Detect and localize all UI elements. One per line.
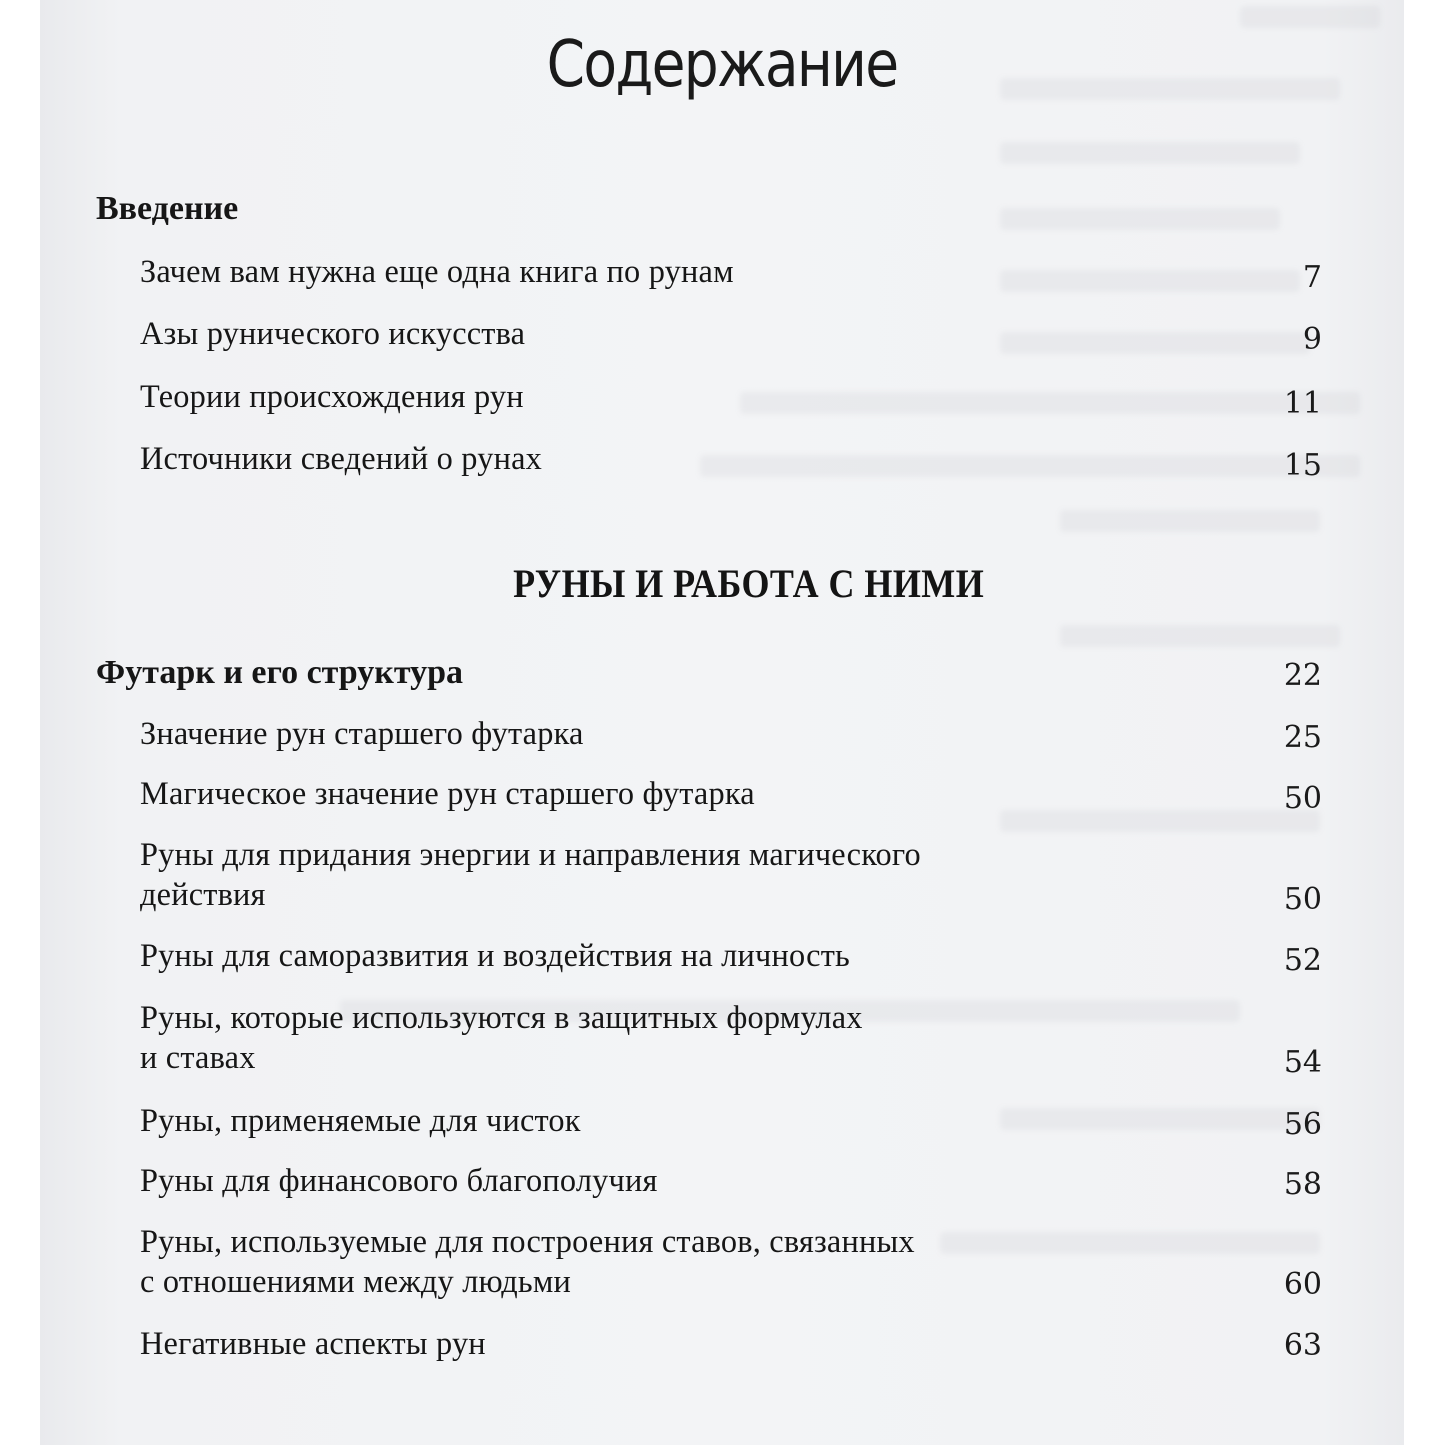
- toc-entry-continuation: [140, 1040, 258, 1077]
- toc-page-number: 54: [1283, 1045, 1322, 1080]
- toc-entry-continuation: [140, 877, 268, 914]
- toc-page-number: 60: [1283, 1267, 1322, 1302]
- part-heading: [40, 560, 1404, 607]
- toc-entry-continuation: [140, 1264, 580, 1301]
- toc-entry[interactable]: [140, 1163, 668, 1200]
- toc-entry[interactable]: [140, 1326, 493, 1363]
- toc-entry[interactable]: [140, 1224, 931, 1261]
- page-title: Содержание: [546, 28, 898, 102]
- toc-entry-text: с отношениями между людьми: [140, 1264, 572, 1300]
- toc-entry-text: Значение рун старшего футарка: [140, 716, 584, 752]
- book-page: [40, 0, 1404, 1445]
- show-through: [1000, 142, 1300, 164]
- toc-entry-text: Руны, применяемые для чисток: [140, 1103, 581, 1139]
- show-through: [1060, 625, 1340, 647]
- toc-entry-text: Руны, которые используются в защитных формулах: [140, 1000, 863, 1036]
- toc-entry-text: Теории происхождения рун: [140, 379, 524, 415]
- toc-entry[interactable]: [140, 316, 533, 353]
- toc-entry[interactable]: [140, 254, 746, 291]
- chapter-page-number: 22: [1283, 658, 1322, 693]
- toc-entry[interactable]: [140, 776, 767, 813]
- toc-page-number: 25: [1283, 720, 1322, 755]
- toc-page-number: 50: [1283, 882, 1322, 917]
- part-heading-text: РУНЫ И РАБОТА С НИМИ: [513, 561, 985, 606]
- toc-entry-text: Зачем вам нужна еще одна книга по рунам: [140, 254, 734, 290]
- show-through: [1240, 6, 1380, 28]
- toc-page-number: 50: [1283, 781, 1322, 816]
- toc-page-number: 11: [1283, 386, 1322, 421]
- toc-entry-text: Руны для саморазвития и воздействия на личность: [140, 938, 850, 974]
- toc-entry[interactable]: [140, 938, 864, 975]
- toc-entry[interactable]: [140, 716, 593, 753]
- toc-entry[interactable]: [140, 837, 937, 874]
- toc-entry-text: Руны для придания энергии и направления магического: [140, 837, 921, 873]
- toc-entry[interactable]: [140, 1103, 590, 1140]
- toc-page-number: 15: [1283, 448, 1322, 483]
- toc-page-number: 56: [1283, 1107, 1322, 1142]
- toc-entry[interactable]: [140, 1000, 877, 1037]
- toc-entry-text: Азы рунического искусства: [140, 316, 526, 352]
- toc-entry-text: и ставах: [140, 1040, 256, 1076]
- toc-page-number: 7: [1302, 260, 1322, 295]
- show-through: [1060, 510, 1320, 532]
- toc-entry-text: Руны, используемые для построения ставов, связанных: [140, 1224, 915, 1260]
- toc-entry-text: Источники сведений о рунах: [140, 441, 543, 477]
- toc-entry-text: Магическое значение рун старшего футарка: [140, 776, 755, 812]
- toc-page-number: 58: [1283, 1167, 1322, 1202]
- toc-page-number: 52: [1283, 943, 1322, 978]
- toc-entry[interactable]: [140, 379, 532, 416]
- toc-entry[interactable]: [140, 441, 550, 478]
- toc-page-number: 63: [1283, 1328, 1322, 1363]
- toc-entry-text: Руны для финансового благополучия: [140, 1163, 658, 1199]
- toc-entry-text: Негативные аспекты рун: [140, 1326, 486, 1362]
- chapter-heading-futhark[interactable]: Футарк и его структура: [96, 654, 464, 691]
- section-heading-introduction: Введение: [96, 190, 239, 227]
- toc-page-number: 9: [1302, 322, 1322, 357]
- show-through: [1000, 208, 1280, 230]
- toc-entry-text: действия: [140, 877, 266, 913]
- show-through: [940, 1232, 1320, 1254]
